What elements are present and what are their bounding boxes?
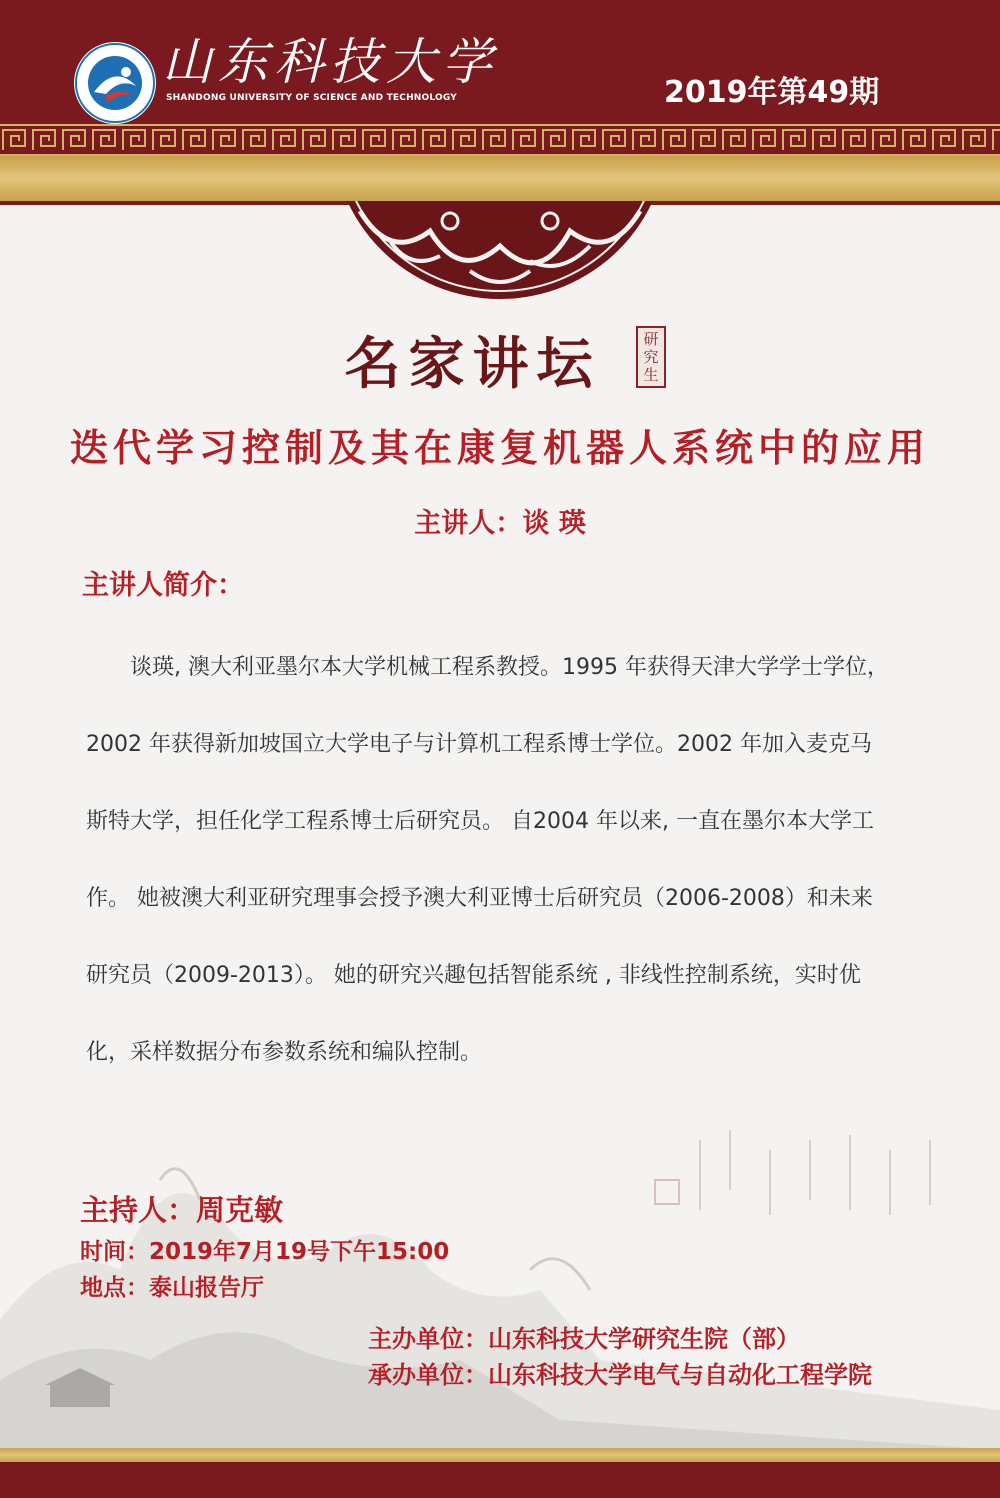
lecture-time: 时间：2019年7月19号下午15:00 — [80, 1239, 450, 1265]
speaker-bio — [86, 635, 926, 1097]
bio-line: 研究员（2009-2013）。 她的研究兴趣包括智能系统 , 非线性控制系统，实时优 — [86, 963, 861, 988]
host-name: 主持人：周克敏 — [80, 1193, 284, 1227]
gold-band — [0, 156, 1000, 201]
issue-number: 2019年第49期 — [664, 75, 880, 110]
bio-line: 谈瑛, 澳大利亚墨尔本大学机械工程系教授。1995 年获得天津大学学士学位， — [130, 655, 889, 680]
speaker-name: 主讲人：谈 瑛 — [414, 508, 586, 539]
speaker-intro-heading: 主讲人简介： — [82, 570, 244, 601]
university-logo-icon — [74, 42, 156, 124]
graduate-seal: 研究生 — [636, 326, 666, 388]
school-name-en: SHANDONG UNIVERSITY OF SCIENCE AND TECHNOLOGY — [166, 93, 457, 103]
co-organizer: 承办单位：山东科技大学电气与自动化工程学院 — [368, 1361, 872, 1389]
bio-line: 化，采样数据分布参数系统和编队控制。 — [86, 1040, 483, 1065]
lecture-place: 地点：泰山报告厅 — [80, 1275, 264, 1301]
lecture-title: 迭代学习控制及其在康复机器人系统中的应用 — [69, 426, 930, 470]
bio-line: 2002 年获得新加坡国立大学电子与计算机工程系博士学位。2002 年加入麦克马 — [86, 732, 872, 757]
school-name-cn: 山东科技大学 — [162, 33, 498, 91]
footer-band — [0, 1462, 1000, 1498]
footer-gold-band — [0, 1448, 1000, 1462]
bio-line: 斯特大学，担任化学工程系博士后研究员。 自2004 年以来, 一直在墨尔本大学工 — [86, 809, 874, 834]
greek-key-border — [0, 124, 1000, 156]
bio-line: 作。 她被澳大利亚研究理事会授予澳大利亚博士后研究员（2006-2008）和未来 — [86, 886, 873, 911]
cloud-pattern-medallion — [330, 201, 670, 301]
forum-title: 名家讲坛 — [344, 331, 601, 397]
organizer: 主办单位：山东科技大学研究生院（部） — [368, 1325, 800, 1353]
